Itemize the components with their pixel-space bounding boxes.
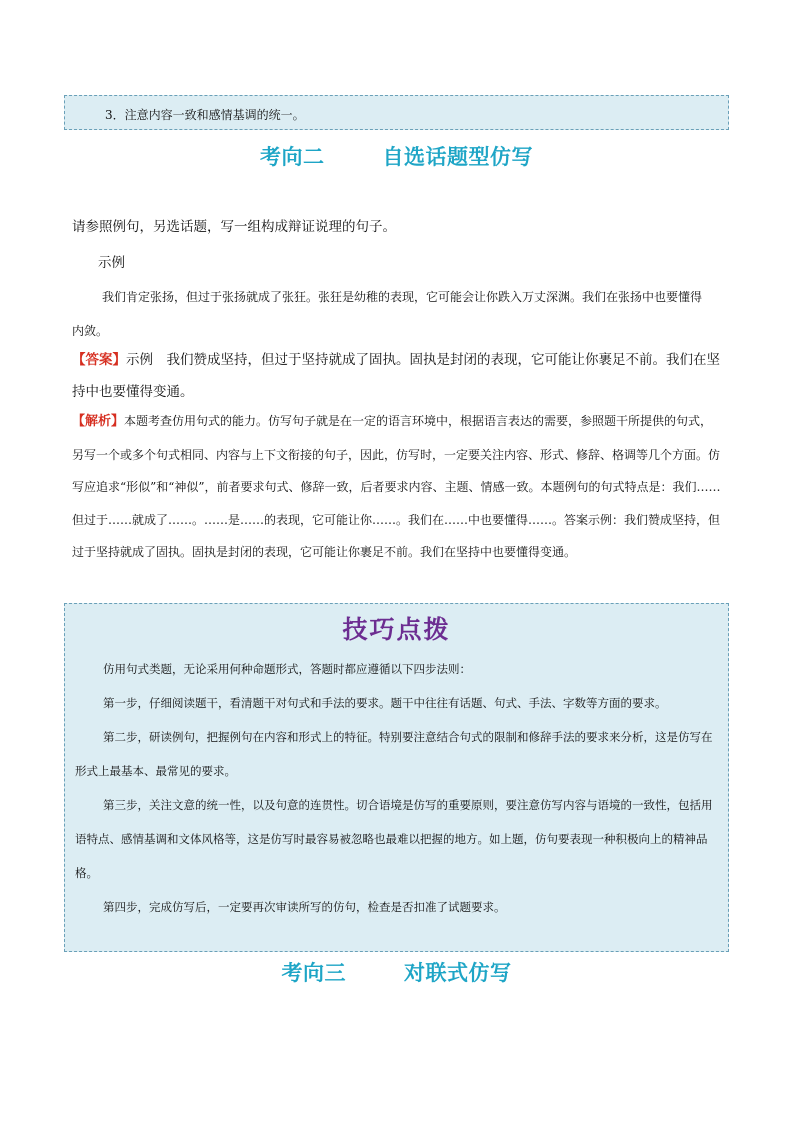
analysis-tag: 【解析】 <box>72 414 125 429</box>
example-text: 我们肯定张扬，但过于张扬就成了张狂。张狂是幼稚的表现，它可能会让你跌入万丈深渊。我们在张扬中也要懂得内敛。 <box>72 290 703 338</box>
answer-paragraph <box>72 344 724 408</box>
answer-tag: 【答案】 <box>72 352 126 368</box>
question-text: 请参照例句，另选话题，写一组构成辩证说理的句子。 <box>72 219 396 235</box>
tips-paragraph: 第一步，仔细阅读题干，看清题干对句式和手法的要求。题干中往往有话题、句式、手法、字数等方面的要求。 <box>103 696 667 710</box>
tips-paragraph: 第三步，关注文意的统一性，以及句意的连贯性。切合语境是仿写的重要原则，要注意仿写内容与语境的一致性，包括用语特点、感情基调和文体风格等，这是仿写时最容易被忽略也最难以把握的地方。如上题，仿句要表现一种积极向上的精神品格。 <box>75 798 713 880</box>
analysis-text: 本题考查仿用句式的能力。仿写句子就是在一定的语言环境中，根据语言表达的需要，参照题干所提供的句式，另写一个或多个句式相同、内容与上下文衔接的句子，因此，仿写时，一定要关注内容、形式、修辞、格调等几个方面。仿写应追求“形似”和“神似”，前者要求句式、修辞一致，后者要求内容、主题、情感一致。本题例句的句式特点是：我们……但过于……就成了……。……是……的表现，它可能让你……。我们在……中也要懂得……。答案示例：我们赞成坚持，但过于坚持就成了固执。固执是封闭的表现，它可能让你裹足不前。我们在坚持中也要懂得变通。 <box>72 414 721 559</box>
section-label: 考向三 <box>281 961 346 985</box>
tips-paragraph: 仿用句式类题，无论采用何种命题形式，答题时都应遵循以下四步法则： <box>103 662 471 676</box>
section-label: 考向二 <box>260 145 325 169</box>
note-text: 3．注意内容一致和感情基调的统一。 <box>105 108 305 122</box>
tips-box <box>64 603 729 952</box>
answer-text: 示例 我们赞成坚持，但过于坚持就成了固执。固执是封闭的表现，它可能让你裹足不前。我们在坚持中也要懂得变通。 <box>72 352 720 400</box>
analysis-paragraph <box>72 405 724 569</box>
tips-title: 技巧点拨 <box>342 615 451 644</box>
section-title: 对联式仿写 <box>404 961 512 985</box>
note-box <box>64 95 729 130</box>
example-label: 示例 <box>98 255 125 271</box>
section-heading-3 <box>64 957 729 987</box>
section-heading-2 <box>64 141 729 171</box>
tips-paragraph: 第四步，完成仿写后，一定要再次审读所写的仿句，检查是否扣准了试题要求。 <box>103 900 506 914</box>
section-title: 自选话题型仿写 <box>382 145 533 169</box>
tips-paragraph: 第二步，研读例句，把握例句在内容和形式上的特征。特别要注意结合句式的限制和修辞手法的要求来分析，这是仿写在形式上最基本、最常见的要求。 <box>75 730 713 778</box>
